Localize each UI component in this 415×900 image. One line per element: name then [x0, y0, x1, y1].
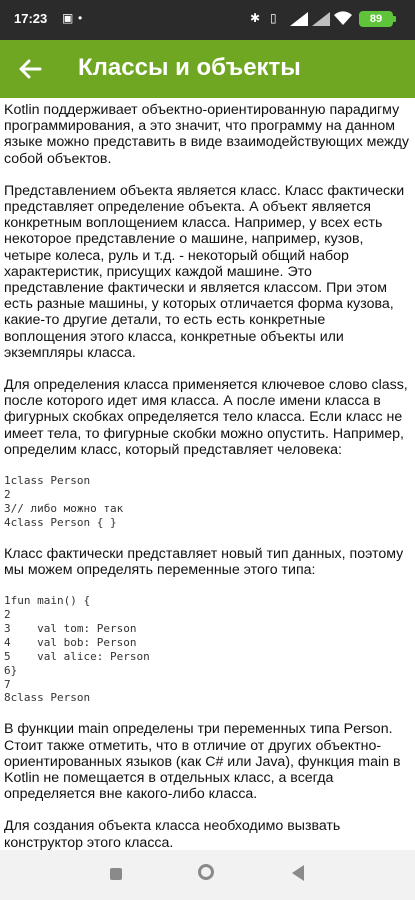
- back-triangle-icon[interactable]: [292, 865, 304, 881]
- vibrate-icon: ▯: [270, 11, 277, 25]
- battery-indicator: 89: [359, 11, 393, 27]
- home-icon[interactable]: [198, 864, 214, 880]
- notification-dot-icon: •: [78, 11, 83, 25]
- app-bar: [0, 40, 415, 98]
- wifi-icon: [334, 11, 352, 25]
- bluetooth-icon: ✱: [250, 11, 261, 25]
- signal-icon: [290, 12, 308, 26]
- signal-icon-2: [312, 12, 330, 26]
- gallery-notification-icon: ▣: [62, 11, 74, 25]
- recents-icon[interactable]: [110, 868, 122, 880]
- paragraph-class-definition: Представлением объекта является класс. Класс фактически представляет определение объекта. А объект является конкретным воплощением класса. Например, у всех есть некоторое представление о машине, например, кузов, четыре колеса, руль и т.д. - некоторый общий набор характеристик, присущих каждой машине. Это представление фактически и является классом. При этом есть разные машины, у которых отличается форма кузова, какие-то другие детали, то есть есть конкретные воплощения этого класса, конкретные объекты или экземпляры класса.: [4, 182, 405, 361]
- code-block-class: 1class Person 2 3// либо можно так 4class Person { }: [4, 474, 124, 529]
- code-block-main: 1fun main() { 2 3 val tom: Person 4 val bob: Person 5 val alice: Person 6} 7 8class Person: [4, 594, 150, 705]
- paragraph-constructor: Для создания объекта класса необходимо вызвать конструктор этого класса.: [4, 818, 341, 850]
- paragraph-intro: Kotlin поддерживает объектно-ориентированную парадигму программирования, а это значит, что программу на данном языке можно представить в виде взаимодействующих между собой объектов.: [4, 102, 409, 167]
- arrow-left-icon[interactable]: [14, 53, 46, 85]
- paragraph-class-keyword: Для определения класса применяется ключевое слово class, после которого идет имя класса. А после имени класса в фигурных скобках определяется тело класса. Если класс не имеет тела, то фигурные скобки можно опустить. Например, определим класс, который представляет человека:: [4, 377, 408, 458]
- page-title: Классы и объекты: [78, 54, 301, 81]
- paragraph-new-type: Класс фактически представляет новый тип данных, поэтому мы можем определять переменные этого типа:: [4, 545, 404, 578]
- status-time: 17:23: [14, 11, 48, 26]
- system-navigation-bar: [0, 850, 415, 900]
- status-bar: [0, 0, 415, 40]
- paragraph-main-function: В функции main определены три переменных типа Person. Стоит также отметить, что в отличие от других объектно-ориентированных языков (как C# или Java), функция main в Kotlin не помещается в отдельных класс, а всегда определяется вне какого-либо класса.: [4, 721, 401, 803]
- article-content[interactable]: [4, 102, 409, 850]
